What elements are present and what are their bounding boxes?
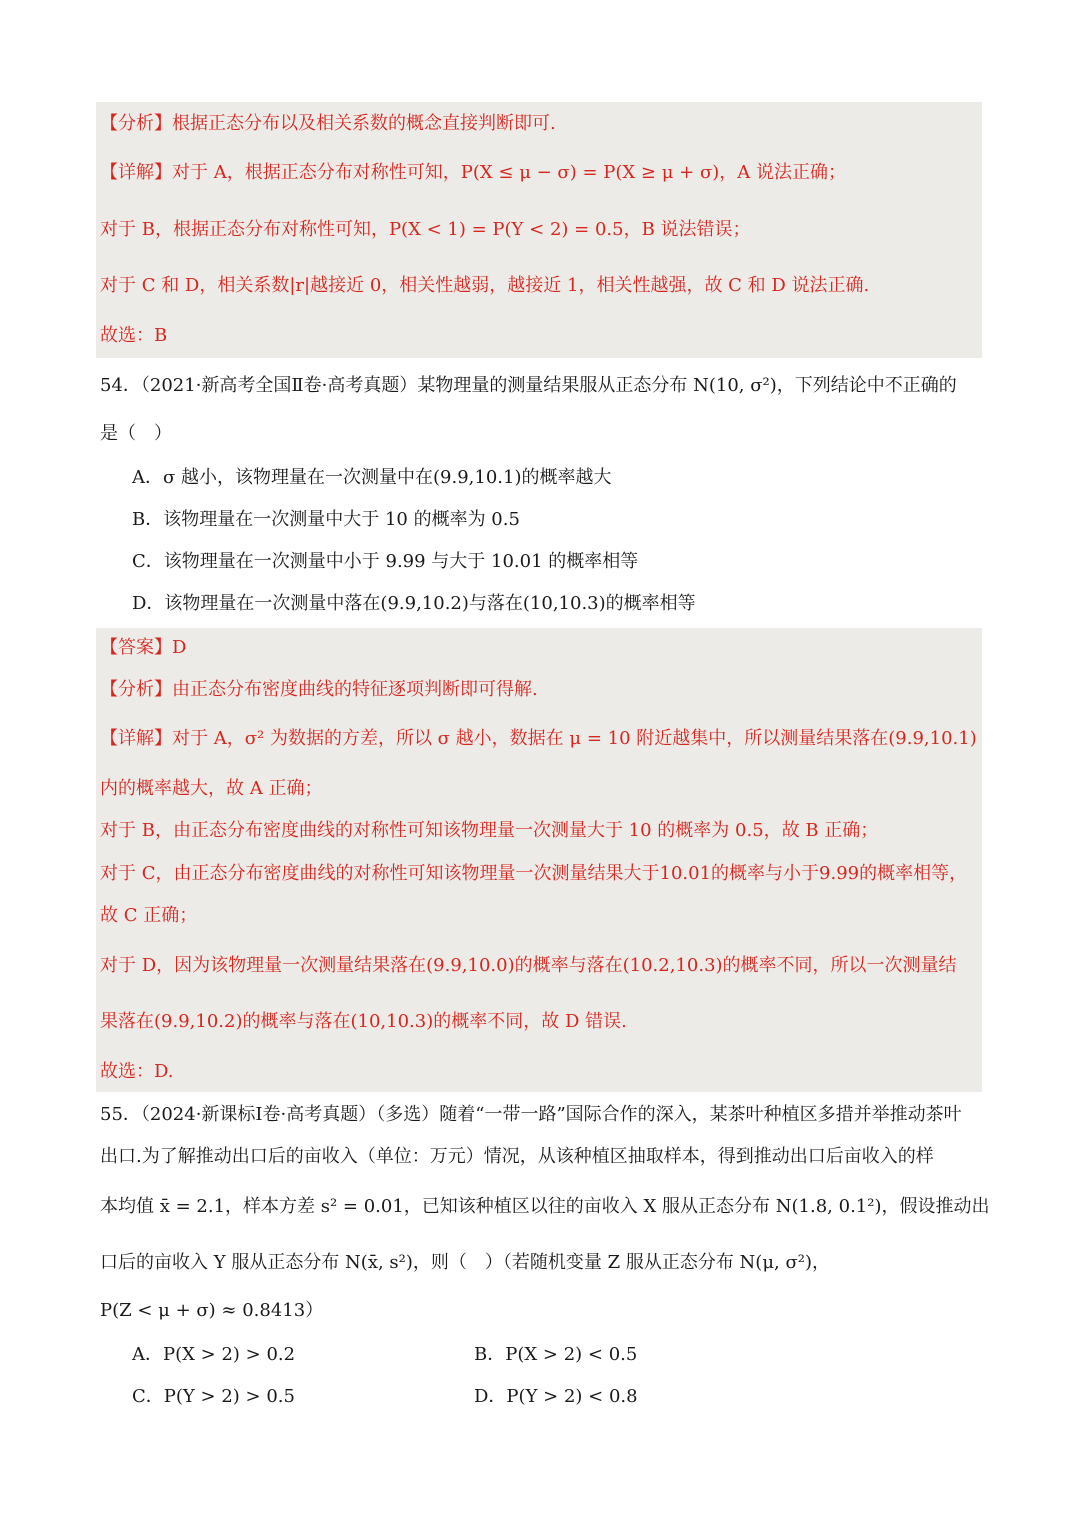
analysis-tag: 【分析】: [100, 679, 172, 700]
detail-54-line-7: 果落在(9.9,10.2)的概率与落在(10,10.3)的概率不同，故 D 错误.: [100, 1011, 627, 1032]
detail-text: 对于 A，σ² 为数据的方差，所以 σ 越小，数据在 μ = 10 附近越集中，所以测量结果落在(9.9,10.1): [172, 728, 977, 749]
q55-stem-line-3: 本均值 x̄ = 2.1，样本方差 s² = 0.01，已知该种植区以往的亩收入 X 服从正态分布 N(1.8, 0.1²)，假设推动出: [100, 1196, 990, 1217]
q55-stem-line-5: P(Z < μ + σ) ≈ 0.8413）: [100, 1300, 324, 1321]
q55-option-a: A．P(X > 2) > 0.2: [132, 1344, 296, 1365]
detail-1-line-1: [100, 159, 984, 187]
q54-stem-line-2: 是（ ）: [100, 423, 172, 444]
q55-option-c: C．P(Y > 2) > 0.5: [132, 1386, 295, 1407]
analysis-text: 由正态分布密度曲线的特征逐项判断即可得解.: [172, 679, 538, 700]
detail-54-line-3: 对于 B，由正态分布密度曲线的对称性可知该物理量一次测量大于 10 的概率为 0.5，故 B 正确；: [100, 820, 879, 841]
analysis-54: [100, 676, 984, 704]
detail-1-line-2: 对于 B，根据正态分布对称性可知，P(X < 1) = P(Y < 2) = 0.5，B 说法错误；: [100, 219, 751, 240]
q55-option-b: B．P(X > 2) < 0.5: [474, 1344, 638, 1365]
answer-tag: 【答案】: [100, 637, 172, 658]
detail-1-line-3: 对于 C 和 D，相关系数|r|越接近 0，相关性越弱，越接近 1，相关性越强，故 C 和 D 说法正确.: [100, 275, 870, 296]
q54-option-a: A．σ 越小，该物理量在一次测量中在(9.9,10.1)的概率越大: [132, 467, 612, 488]
detail-54-line-2: 内的概率越大，故 A 正确；: [100, 778, 323, 799]
detail-tag: 【详解】: [100, 162, 172, 183]
q55-stem-line-4: 口后的亩收入 Y 服从正态分布 N(x̄, s²)，则（ ）（若随机变量 Z 服从正态分布 N(μ, σ²)，: [100, 1252, 830, 1273]
answer-text: D: [172, 637, 187, 658]
detail-54-line-6: 对于 D，因为该物理量一次测量结果落在(9.9,10.0)的概率与落在(10.2,10.3)的概率不同，所以一次测量结: [100, 955, 957, 976]
detail-54-line-1: [100, 725, 984, 753]
choice-1: 故选：B: [100, 325, 168, 346]
q55-stem-line-1: 55．（2024·新课标Ⅰ卷·高考真题）（多选）随着“一带一路”国际合作的深入，某茶叶种植区多措并举推动茶叶: [100, 1104, 962, 1125]
q54-option-d: D．该物理量在一次测量中落在(9.9,10.2)与落在(10,10.3)的概率相等: [132, 593, 696, 614]
answer-54: [100, 634, 984, 662]
analysis-text: 根据正态分布以及相关系数的概念直接判断即可.: [172, 113, 556, 134]
detail-54-line-4: 对于 C，由正态分布密度曲线的对称性可知该物理量一次测量结果大于10.01的概率与小于9.99的概率相等，: [100, 863, 968, 884]
q54-option-c: C．该物理量在一次测量中小于 9.99 与大于 10.01 的概率相等: [132, 551, 639, 572]
q55-option-d: D．P(Y > 2) < 0.8: [474, 1386, 638, 1407]
analysis-tag: 【分析】: [100, 113, 172, 134]
choice-54: 故选：D.: [100, 1061, 174, 1082]
q54-stem-line-1: 54．（2021·新高考全国Ⅱ卷·高考真题）某物理量的测量结果服从正态分布 N(10, σ²)，下列结论中不正确的: [100, 375, 957, 396]
q55-stem-line-2: 出口.为了解推动出口后的亩收入（单位：万元）情况，从该种植区抽取样本，得到推动出口后亩收入的样: [100, 1146, 934, 1167]
detail-text: 对于 A，根据正态分布对称性可知，P(X ≤ μ − σ) = P(X ≥ μ + σ)，A 说法正确；: [172, 162, 846, 183]
q54-option-b: B．该物理量在一次测量中大于 10 的概率为 0.5: [132, 509, 520, 530]
detail-54-line-5: 故 C 正确；: [100, 905, 198, 926]
analysis-1: [100, 110, 984, 138]
detail-tag: 【详解】: [100, 728, 172, 749]
